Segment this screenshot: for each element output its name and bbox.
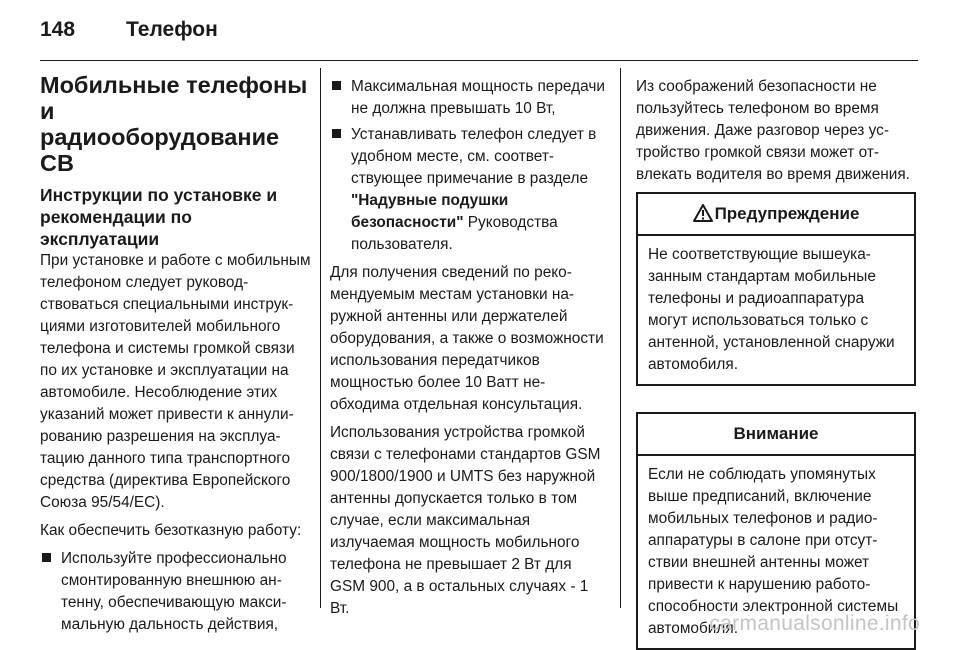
column-divider-2 <box>620 68 621 608</box>
list-item-text: Устанавливать телефон следует в удобном месте, см. соответствующее примечание в разделе <box>351 126 597 187</box>
requirements-list <box>40 548 312 636</box>
handsfree-paragraph: Использования устройства громкой связи с телефонами стандартов GSM 900/1800/1900 и UMTS без наружной антенны допускается только в том случае, если максимальная излучаемая мощность мобильного телефона не превышает 2 Вт для GSM 900, а в остальных случаях - 1 Вт. <box>330 424 601 617</box>
requirements-list-continued <box>330 76 606 256</box>
cross-reference: "Надувные подушки безопасности" <box>351 192 509 231</box>
page-title: Телефон <box>126 18 218 41</box>
bullet-icon <box>42 553 51 562</box>
list-item <box>330 76 606 120</box>
list-item-text-end: Руководства пользователя. <box>351 214 558 253</box>
subsection-title-line-1: Инструкции по установке и <box>40 185 278 205</box>
section-title <box>40 72 312 176</box>
subsection-title-line-3: эксплуатации <box>40 229 160 249</box>
bullet-icon <box>332 81 341 90</box>
list-item <box>330 124 606 256</box>
bullet-icon <box>332 129 341 138</box>
warning-header <box>638 194 914 236</box>
subsection-title <box>40 184 312 250</box>
column-2 <box>330 76 606 626</box>
warning-text: Не соответствующие вышеуказанным стандартам мобильные телефоны и радиоаппаратура могут использоваться только с антенной, установленной снаружи автомобиля. <box>648 246 895 373</box>
column-divider-1 <box>320 68 321 608</box>
warning-title: Предупреждение <box>714 204 860 223</box>
reliability-paragraph: Как обеспечить безотказную работу: <box>40 522 302 539</box>
list-item-text: Максимальная мощность передачи не должна превышать 10 Вт, <box>351 78 605 117</box>
list-item-text: Используйте профессионально смонтированную внешнюю антенну, обеспечивающую максимальную дальность действия, <box>61 550 287 633</box>
warning-box <box>636 192 916 386</box>
column-1 <box>40 72 312 642</box>
safety-paragraph: Из соображений безопасности не пользуйтесь телефоном во время движения. Даже разговор через устройство громкой связи может отвлекать водителя во время движения. <box>636 78 910 183</box>
watermark: carmanualsonline.info <box>709 612 920 635</box>
intro-paragraph: При установке и работе с мобильным телефоном следует руководствоваться специальными инструкциями изготовителей мобильного телефона и системы громкой связи по их установке и эксплуатации на автомобиле. Несоблюдение этих указаний может привести к аннулированию разрешения на эксплуатацию данного типа транспортного средства (директива Европейского Союза 95/54/EC). <box>40 252 311 511</box>
column-3 <box>636 76 916 650</box>
warning-triangle-icon <box>693 204 713 222</box>
page-number: 148 <box>40 18 76 41</box>
caution-text: Если не соблюдать упомянутых выше предписаний, включение мобильных телефонов и радиоаппаратуры в салоне при отсутствии внешней антенны может привести к нарушению работоспособности электронной системы автомобиля. <box>648 466 899 637</box>
section-title-line-2: радиооборудование СВ <box>40 124 280 176</box>
caution-title: Внимание <box>638 414 914 456</box>
section-title-line-1: Мобильные телефоны и <box>40 72 308 124</box>
header-rule <box>40 60 918 61</box>
subsection-title-line-2: рекомендации по <box>40 207 192 227</box>
antenna-paragraph: Для получения сведений по рекомендуемым местам установки наружной антенны или держателей оборудования, а также о возможности использования передатчиков мощностью более 10 Ватт необходима отдельная консультация. <box>330 264 604 413</box>
list-item <box>40 548 312 636</box>
